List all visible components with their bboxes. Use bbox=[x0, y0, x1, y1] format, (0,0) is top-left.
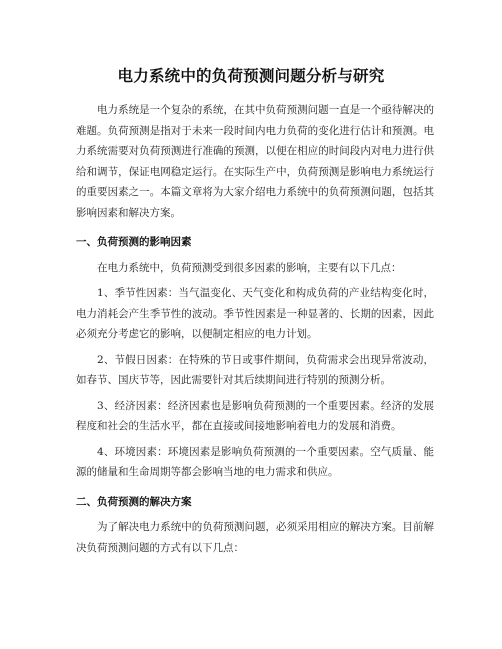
document-title: 电力系统中的负荷预测问题分析与研究 bbox=[117, 67, 385, 85]
section-heading-influencing-factors: 一、负荷预测的影响因素 bbox=[76, 236, 192, 248]
section2-lead-paragraph: 为了解决电力系统中的负荷预测问题，必须采用相应的解决方案。目前解决负荷预测问题的方式有以下几点： bbox=[76, 521, 434, 554]
document-body bbox=[76, 100, 434, 558]
factor-economic-paragraph: 3、经济因素：经济因素也是影响负荷预测的一个重要因素。经济的发展程度和社会的生活水平，都在直接或间接地影响着电力的发展和消费。 bbox=[76, 399, 434, 432]
section1-lead-paragraph: 在电力系统中，负荷预测受到很多因素的影响，主要有以下几点： bbox=[97, 261, 402, 274]
intro-paragraph: 电力系统是一个复杂的系统，在其中负荷预测问题一直是一个亟待解决的难题。负荷预测是指对于未来一段时间内电力负荷的变化进行估计和预测。电力系统需要对负荷预测进行准确的预测，以便在相应的时间段内对电力进行供给和调节，保证电网稳定运行。在实际生产中，负荷预测是影响电力系统运行的重要因素之一。本篇文章将为大家介绍电力系统中的负荷预测问题，包括其影响因素和解决方案。 bbox=[76, 104, 434, 219]
factor-holiday-paragraph: 2、节假日因素：在特殊的节日或事件期间，负荷需求会出现异常波动，如春节、国庆节等，因此需要针对其后续期间进行特别的预测分析。 bbox=[76, 353, 434, 386]
section-heading-solutions: 二、负荷预测的解决方案 bbox=[76, 495, 192, 508]
factor-seasonal-paragraph: 1、季节性因素：当气温变化、天气变化和构成负荷的产业结构变化时，电力消耗会产生季节性的波动。季节性因素是一种显著的、长期的因素，因此必须充分考虑它的影响，以便制定相应的电力计划。 bbox=[76, 287, 434, 340]
factor-environment-paragraph: 4、环境因素：环境因素是影响负荷预测的一个重要因素。空气质量、能源的储量和生命周期等都会影响当地的电力需求和供应。 bbox=[76, 445, 434, 478]
